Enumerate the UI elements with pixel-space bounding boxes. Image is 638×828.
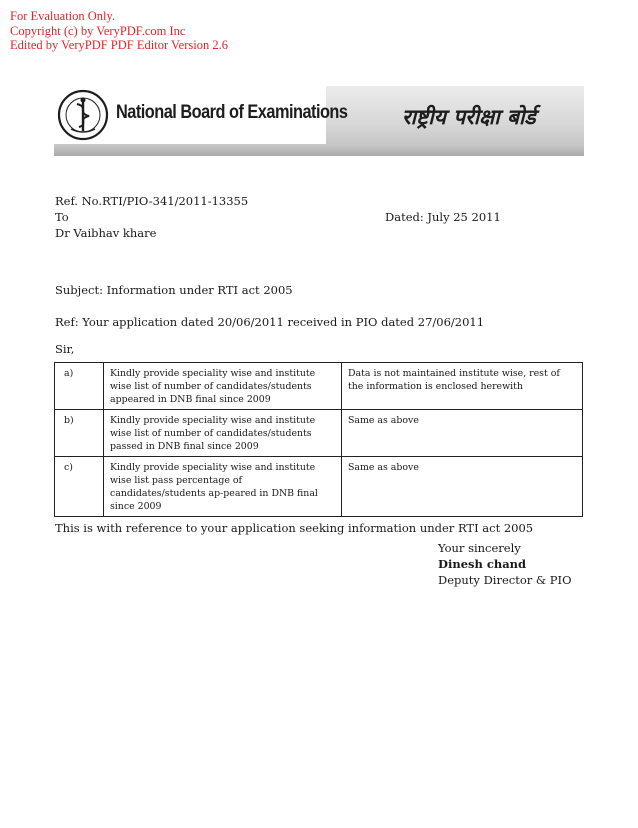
letterhead-rule (54, 144, 584, 156)
board-name-hindi: राष्ट्रीय परीक्षा बोर्ड (402, 105, 536, 129)
watermark-line-2: Copyright (c) by VeryPDF.com Inc (10, 23, 186, 38)
row-label: a) (55, 363, 104, 410)
response-text: Same as above (342, 457, 583, 517)
evaluation-watermark (10, 9, 228, 53)
salutation: Sir, (55, 342, 75, 356)
signatory-name: Dinesh chand (438, 557, 527, 571)
rti-response-table (54, 362, 583, 517)
nbe-emblem-icon (57, 89, 109, 141)
table-row (55, 410, 583, 457)
watermark-line-3: Edited by VeryPDF PDF Editor Version 2.6 (10, 38, 228, 52)
row-label: c) (55, 457, 104, 517)
valediction: Your sincerely (438, 541, 521, 555)
watermark-line-1: For Evaluation Only. (10, 9, 116, 23)
request-text: Kindly provide speciality wise and institute wise list pass percentage of candidates/students ap-peared in DNB final since 2009 (104, 457, 342, 517)
recipient-name: Dr Vaibhav khare (55, 226, 157, 240)
letterhead-banner (54, 86, 584, 156)
table-row (55, 363, 583, 410)
letter-date: Dated: July 25 2011 (385, 210, 501, 224)
application-reference: Ref: Your application dated 20/06/2011 received in PIO dated 27/06/2011 (55, 315, 485, 329)
response-text: Data is not maintained institute wise, rest of the information is enclosed herewith (342, 363, 583, 410)
closing-statement: This is with reference to your application seeking information under RTI act 2005 (55, 521, 534, 535)
board-name-english: National Board of Examinations (116, 102, 348, 123)
reference-number: Ref. No.RTI/PIO-341/2011-13355 (55, 194, 249, 208)
row-label: b) (55, 410, 104, 457)
request-text: Kindly provide speciality wise and institute wise list of number of candidates/students passed in DNB final since 2009 (104, 410, 342, 457)
to-label: To (55, 210, 69, 224)
table-row (55, 457, 583, 517)
request-text: Kindly provide speciality wise and institute wise list of number of candidates/students appeared in DNB final since 2009 (104, 363, 342, 410)
signatory-designation: Deputy Director & PIO (438, 573, 572, 587)
response-text: Same as above (342, 410, 583, 457)
subject-line: Subject: Information under RTI act 2005 (55, 283, 293, 297)
